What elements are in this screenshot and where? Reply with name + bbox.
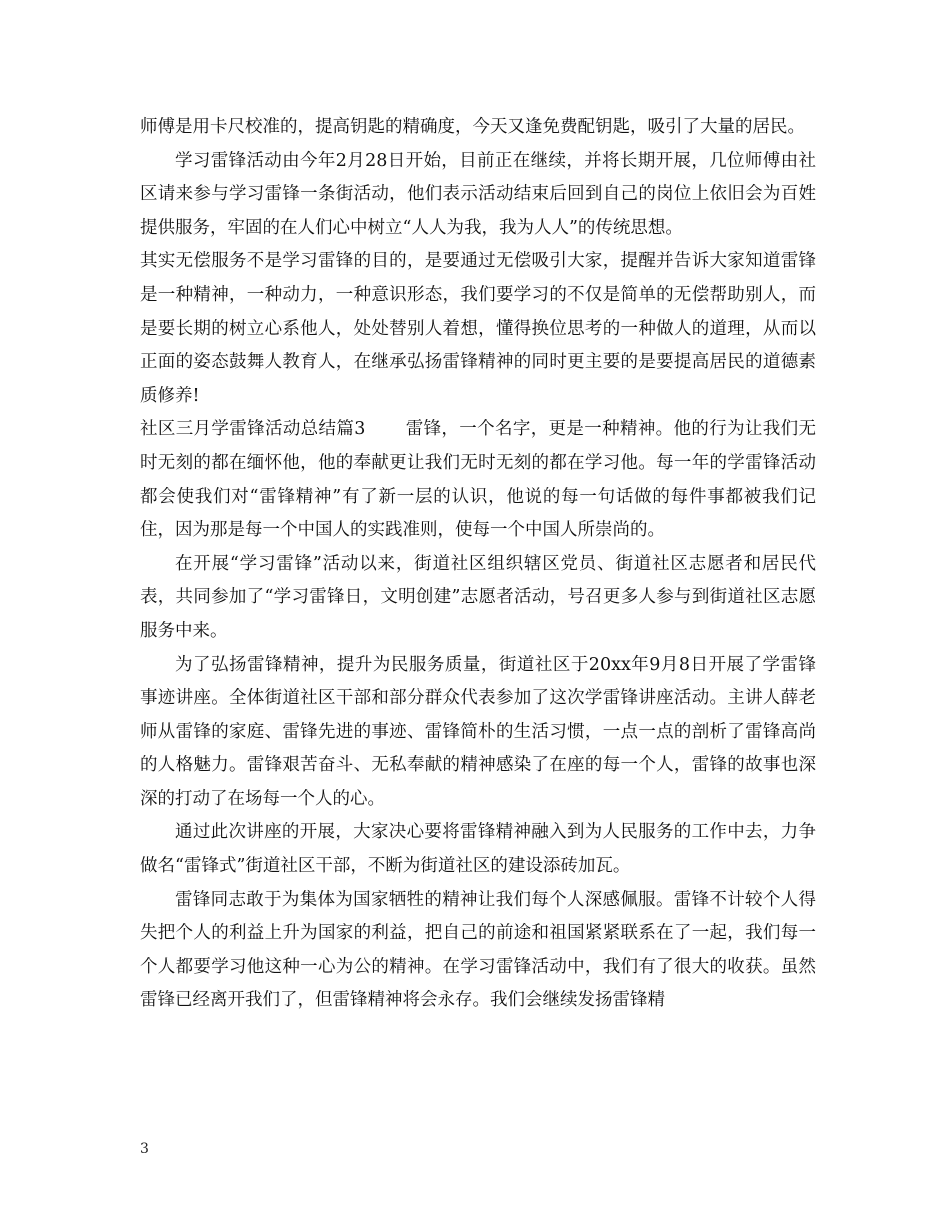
section-heading: 社区三月学雷锋活动总结篇3: [140, 419, 366, 440]
page-number: 3: [140, 1141, 149, 1157]
paragraph-7: 雷锋同志敢于为集体为国家牺牲的精神让我们每个人深感佩服。雷锋不计较个人得失把个人的利益上升为国家的利益，把自己的前途和祖国紧紧联系在了一起，我们每一个人都要学习他这种一心为公的精神。在学习雷锋活动中，我们有了很大的收获。虽然雷锋已经离开我们了，但雷锋精神将会永存。我们会继续发扬雷锋精: [140, 889, 816, 1011]
paragraph-3: 其实无偿服务不是学习雷锋的目的，是要通过无偿吸引大家，提醒并告诉大家知道雷锋是一种精神，一种动力，一种意识形态，我们要学习的不仅是简单的无偿帮助别人，而是要长期的树立心系他人，处处替别人着想，懂得换位思考的一种做人的道理，从而以正面的姿态鼓舞人教育人，在继承弘扬雷锋精神的同时更主要的是要提高居民的道德素质修养!: [140, 251, 816, 406]
paragraph-1: 师傅是用卡尺校准的，提高钥匙的精确度，今天又逢免费配钥匙，吸引了大量的居民。: [140, 117, 805, 137]
section-text: 雷锋，一个名字，更是一种精神。他的行为让我们无时无刻的都在缅怀他，他的奉献更让我们无时无刻的都在学习他。每一年的学雷锋活动都会使我们对“雷锋精神”有了新一层的认识，他说的每一句话做的每件事都被我们记住，因为那是每一个中国人的实践准则，使每一个中国人所崇尚的。: [140, 419, 816, 541]
document-body: [140, 111, 816, 1018]
paragraph-5: 为了弘扬雷锋精神，提升为民服务质量，街道社区于20xx年9月8日开展了学雷锋事迹讲座。全体街道社区干部和部分群众代表参加了这次学雷锋讲座活动。主讲人薛老师从雷锋的家庭、雷锋先进的事迹、雷锋简朴的生活习惯，一点一点的剖析了雷锋高尚的人格魅力。雷锋艰苦奋斗、无私奉献的精神感染了在座的每一个人，雷锋的故事也深深的打动了在场每一个人的心。: [140, 654, 816, 809]
paragraph-2: 学习雷锋活动由今年2月28日开始，目前正在继续，并将长期开展，几位师傅由社区请来参与学习雷锋一条街活动，他们表示活动结束后回到自己的岗位上依旧会为百姓提供服务，牢固的在人们心中树立“人人为我，我为人人”的传统思想。: [140, 150, 816, 238]
paragraph-4: 在开展“学习雷锋”活动以来，街道社区组织辖区党员、街道社区志愿者和居民代表，共同参加了“学习雷锋日，文明创建”志愿者活动，号召更多人参与到街道社区志愿服务中来。: [140, 553, 816, 641]
paragraph-6: 通过此次讲座的开展，大家决心要将雷锋精神融入到为人民服务的工作中去，力争做名“雷锋式”街道社区干部，不断为街道社区的建设添砖加瓦。: [140, 822, 816, 877]
section-paragraph: [140, 413, 816, 547]
